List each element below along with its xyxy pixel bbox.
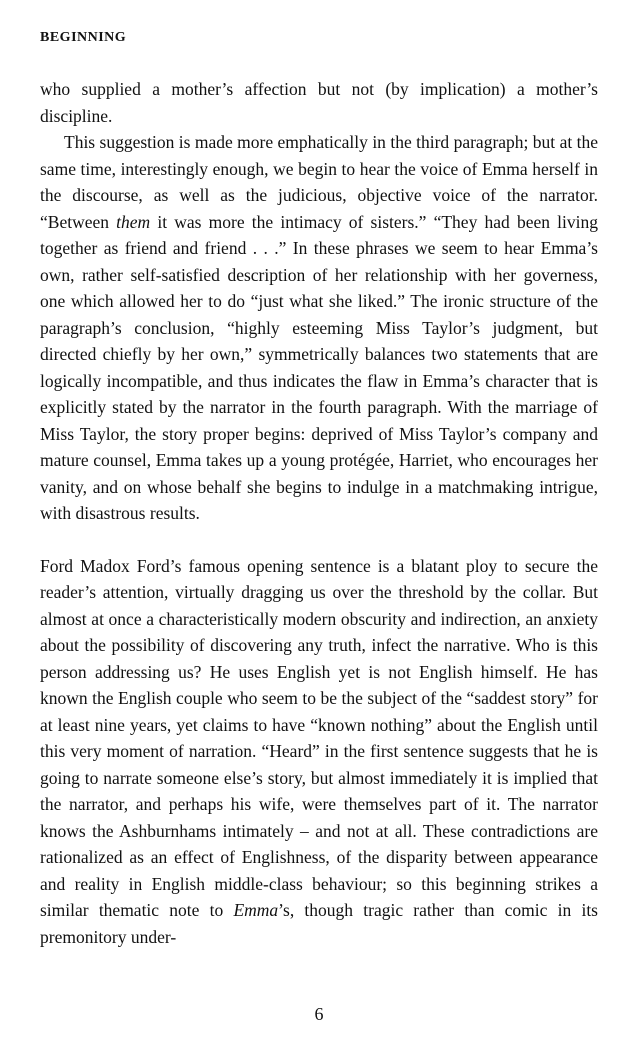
paragraph-3 [40, 553, 598, 951]
running-head: BEGINNING [40, 30, 127, 45]
emphasis-them: them [116, 211, 151, 232]
emphasis-emma: Emma [233, 900, 279, 920]
paragraph-2-text-a: This suggestion is made more emphatically in the third paragraph; but at the same time, interestingly enough, we begin to hear the voice of Emma herself in the discourse, as well as the judicious, objective voice of the narrator. “Between [40, 132, 598, 232]
section-break [40, 527, 598, 553]
paragraph-3-text-a: Ford Madox Ford’s famous opening sentence is a blatant ploy to secure the reader’s attention, virtually dragging us over the threshold by the collar. But almost at once a characteristically modern obscurity and indirection, an anxiety about the possibility of discovering any truth, infect the narrative. Who is this person addressing us? He uses English yet is not English himself. He has known the English couple who seem to be the subject of the “saddest story” for at least nine years, yet claims to have “known nothing” about the English until this very moment of narration. “Heard” in the first sentence suggests that he is going to narrate someone else’s story, but almost immediately it is implied that the narrator, and perhaps his wife, were themselves part of it. The narrator knows the Ashburnhams intimately – and not at all. These contradictions are rationalized as an effect of Englishness, of the disparity between appearance and reality in English middle-class behaviour; so this beginning strikes a similar thematic note to [40, 555, 598, 920]
paragraph-1: who supplied a mother’s affection but not (by implication) a mother’s discipline. [40, 79, 598, 126]
body-text [40, 76, 598, 950]
page-number: 6 [314, 1004, 324, 1024]
paragraph-2 [40, 129, 598, 527]
paragraph-2-text-b: it was more the intimacy of sisters.” “They had been living together as friend and friend . . .” In these phrases we seem to hear Emma’s own, rather self-satisfied description of her relationship with her governess, one which allowed her to do “just what she liked.” The ironic structure of the paragraph’s conclusion, “highly esteeming Miss Taylor’s judgment, but directed chiefly by her own,” symmetrically balances two statements that are logically incompatible, and thus indicates the flaw in Emma’s character that is explicitly stated by the narrator in the fourth paragraph. With the marriage of Miss Taylor, the story proper begins: deprived of Miss Taylor’s company and mature counsel, Emma takes up a young protégée, Harriet, who encourages her vanity, and on whose behalf she begins to indulge in a matchmaking intrigue, with disastrous results. [40, 211, 598, 523]
paragraph-3-text-b: ’s, though tragic rather than comic in its premonitory under- [40, 900, 598, 947]
